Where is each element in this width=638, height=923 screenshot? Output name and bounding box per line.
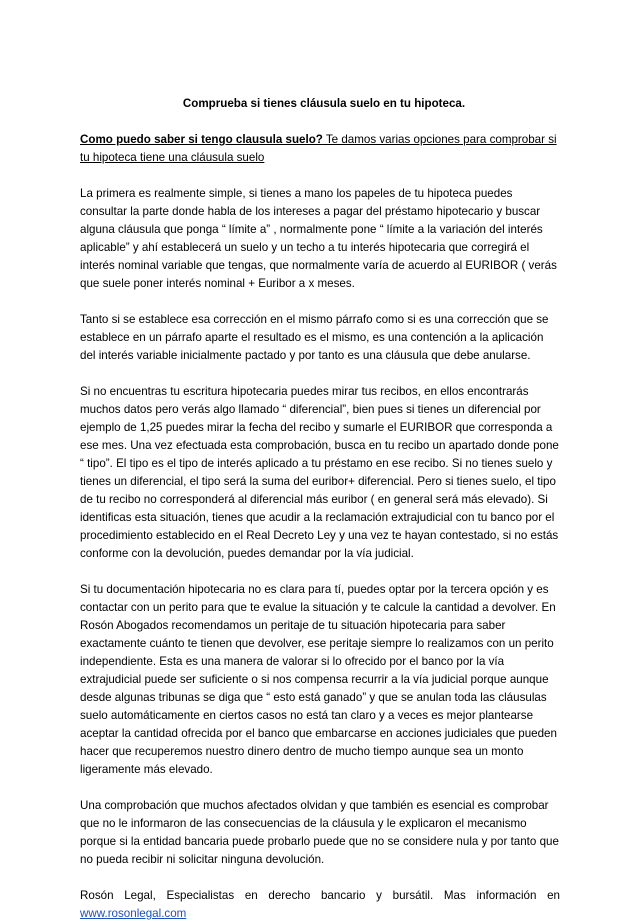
paragraph-correction: Tanto si se establece esa corrección en el mismo párrafo como si es una corrección que se establece en un párrafo aparte el resultado es el mismo, es una contención a la aplicación del interés variable inicialmente pactado y por tanto es una cláusula que debe anularse. [80,313,549,362]
document-page [80,95,560,923]
paragraph-information-check: Una comprobación que muchos afectados olvidan y que también es esencial es comprobar que no le informaron de las consecuencias de la cláusula y le explicaron el mecanismo porque si la entidad bancaria puede probarlo puede que no se considere nula y por tanto que no pueda recibir ni solicitar ninguna devolución. [80,799,559,866]
closing-text: Rosón Legal, Especialistas en derecho bancario y bursátil. Mas información en [80,889,560,902]
intro-paragraph [80,131,560,167]
closing-paragraph [80,887,560,923]
paragraph-receipts: Si no encuentras tu escritura hipotecaria puedes mirar tus recibos, en ellos encontrarás muchos datos pero verás algo llamado “ diferencial”, bien pues si tienes un diferencial por ejemplo de 1,25 puedes mirar la fecha del recibo y sumarle el EURIBOR que corresponda a ese mes. Una vez efectuada esta comprobación, busca en tu recibo un apartado donde pone “ tipo”. El tipo es el tipo de interés aplicado a tu préstamo en ese recibo. Si no tienes suelo y tienes un diferencial, el tipo será la suma del euribor+ diferencial. Pero si tienes suelo, el tipo de tu recibo no corresponderá al diferencial más euribor ( en general será más elevado). Si identificas esta situación, tienes que acudir a la reclamación extrajudicial con tu banco por el procedimiento establecido en el Real Decreto Ley y una vez te hayan contestado, si no estás conforme con la devolución, puedes demandar por la vía judicial. [80,385,559,560]
paragraph-expert: Si tu documentación hipotecaria no es clara para tí, puedes optar por la tercera opción y es contactar con un perito para que te evalue la situación y te calcule la cantidad a devolver. En Rosón Abogados recomendamos un peritaje de tu situación hipotecaria para saber exactamente cuánto te tienen que devolver, ese peritaje siempre lo realizamos con un perito independiente. Esta es una manera de valorar si lo ofrecido por el banco por la vía extrajudicial puede ser suficiente o si nos compensa recurrir a la vía judicial porque aunque desde algunas tribunas se diga que “ esto está ganado” y que se anulan toda las cláusulas suelo automáticamente en ciertos casos no está tan claro y a veces es mejor plantearse aceptar la cantidad ofrecida por el banco que embarcarse en acciones judiciales que pueden hacer que recuperemos nuestro dinero dentro de mucho tiempo aunque sea un monto ligeramente más elevado. [80,583,557,776]
document-title: Comprueba si tienes cláusula suelo en tu hipoteca. [182,97,466,110]
website-link[interactable]: www.rosonlegal.com [80,907,187,920]
paragraph-first-option: La primera es realmente simple, si tienes a mano los papeles de tu hipoteca puedes consultar la parte donde habla de los intereses a pagar del préstamo hipotecario y buscar alguna cláusula que ponga “ límite a” , normalmente pone “ límite a la variación del interés aplicable” y ahí establecerá un suelo y un techo a tu interés hipotecaria que corregirá el interés nominal variable que tengas, que normalmente varía de acuerdo al EURIBOR ( verás que suele poner interés nominal + Euribor a x meses. [80,187,557,290]
intro-answer: Te damos varias opciones para comprobar si tu hipoteca tiene una cláusula suelo [80,133,557,164]
intro-question: Como puedo saber si tengo clausula suelo? [80,133,323,146]
